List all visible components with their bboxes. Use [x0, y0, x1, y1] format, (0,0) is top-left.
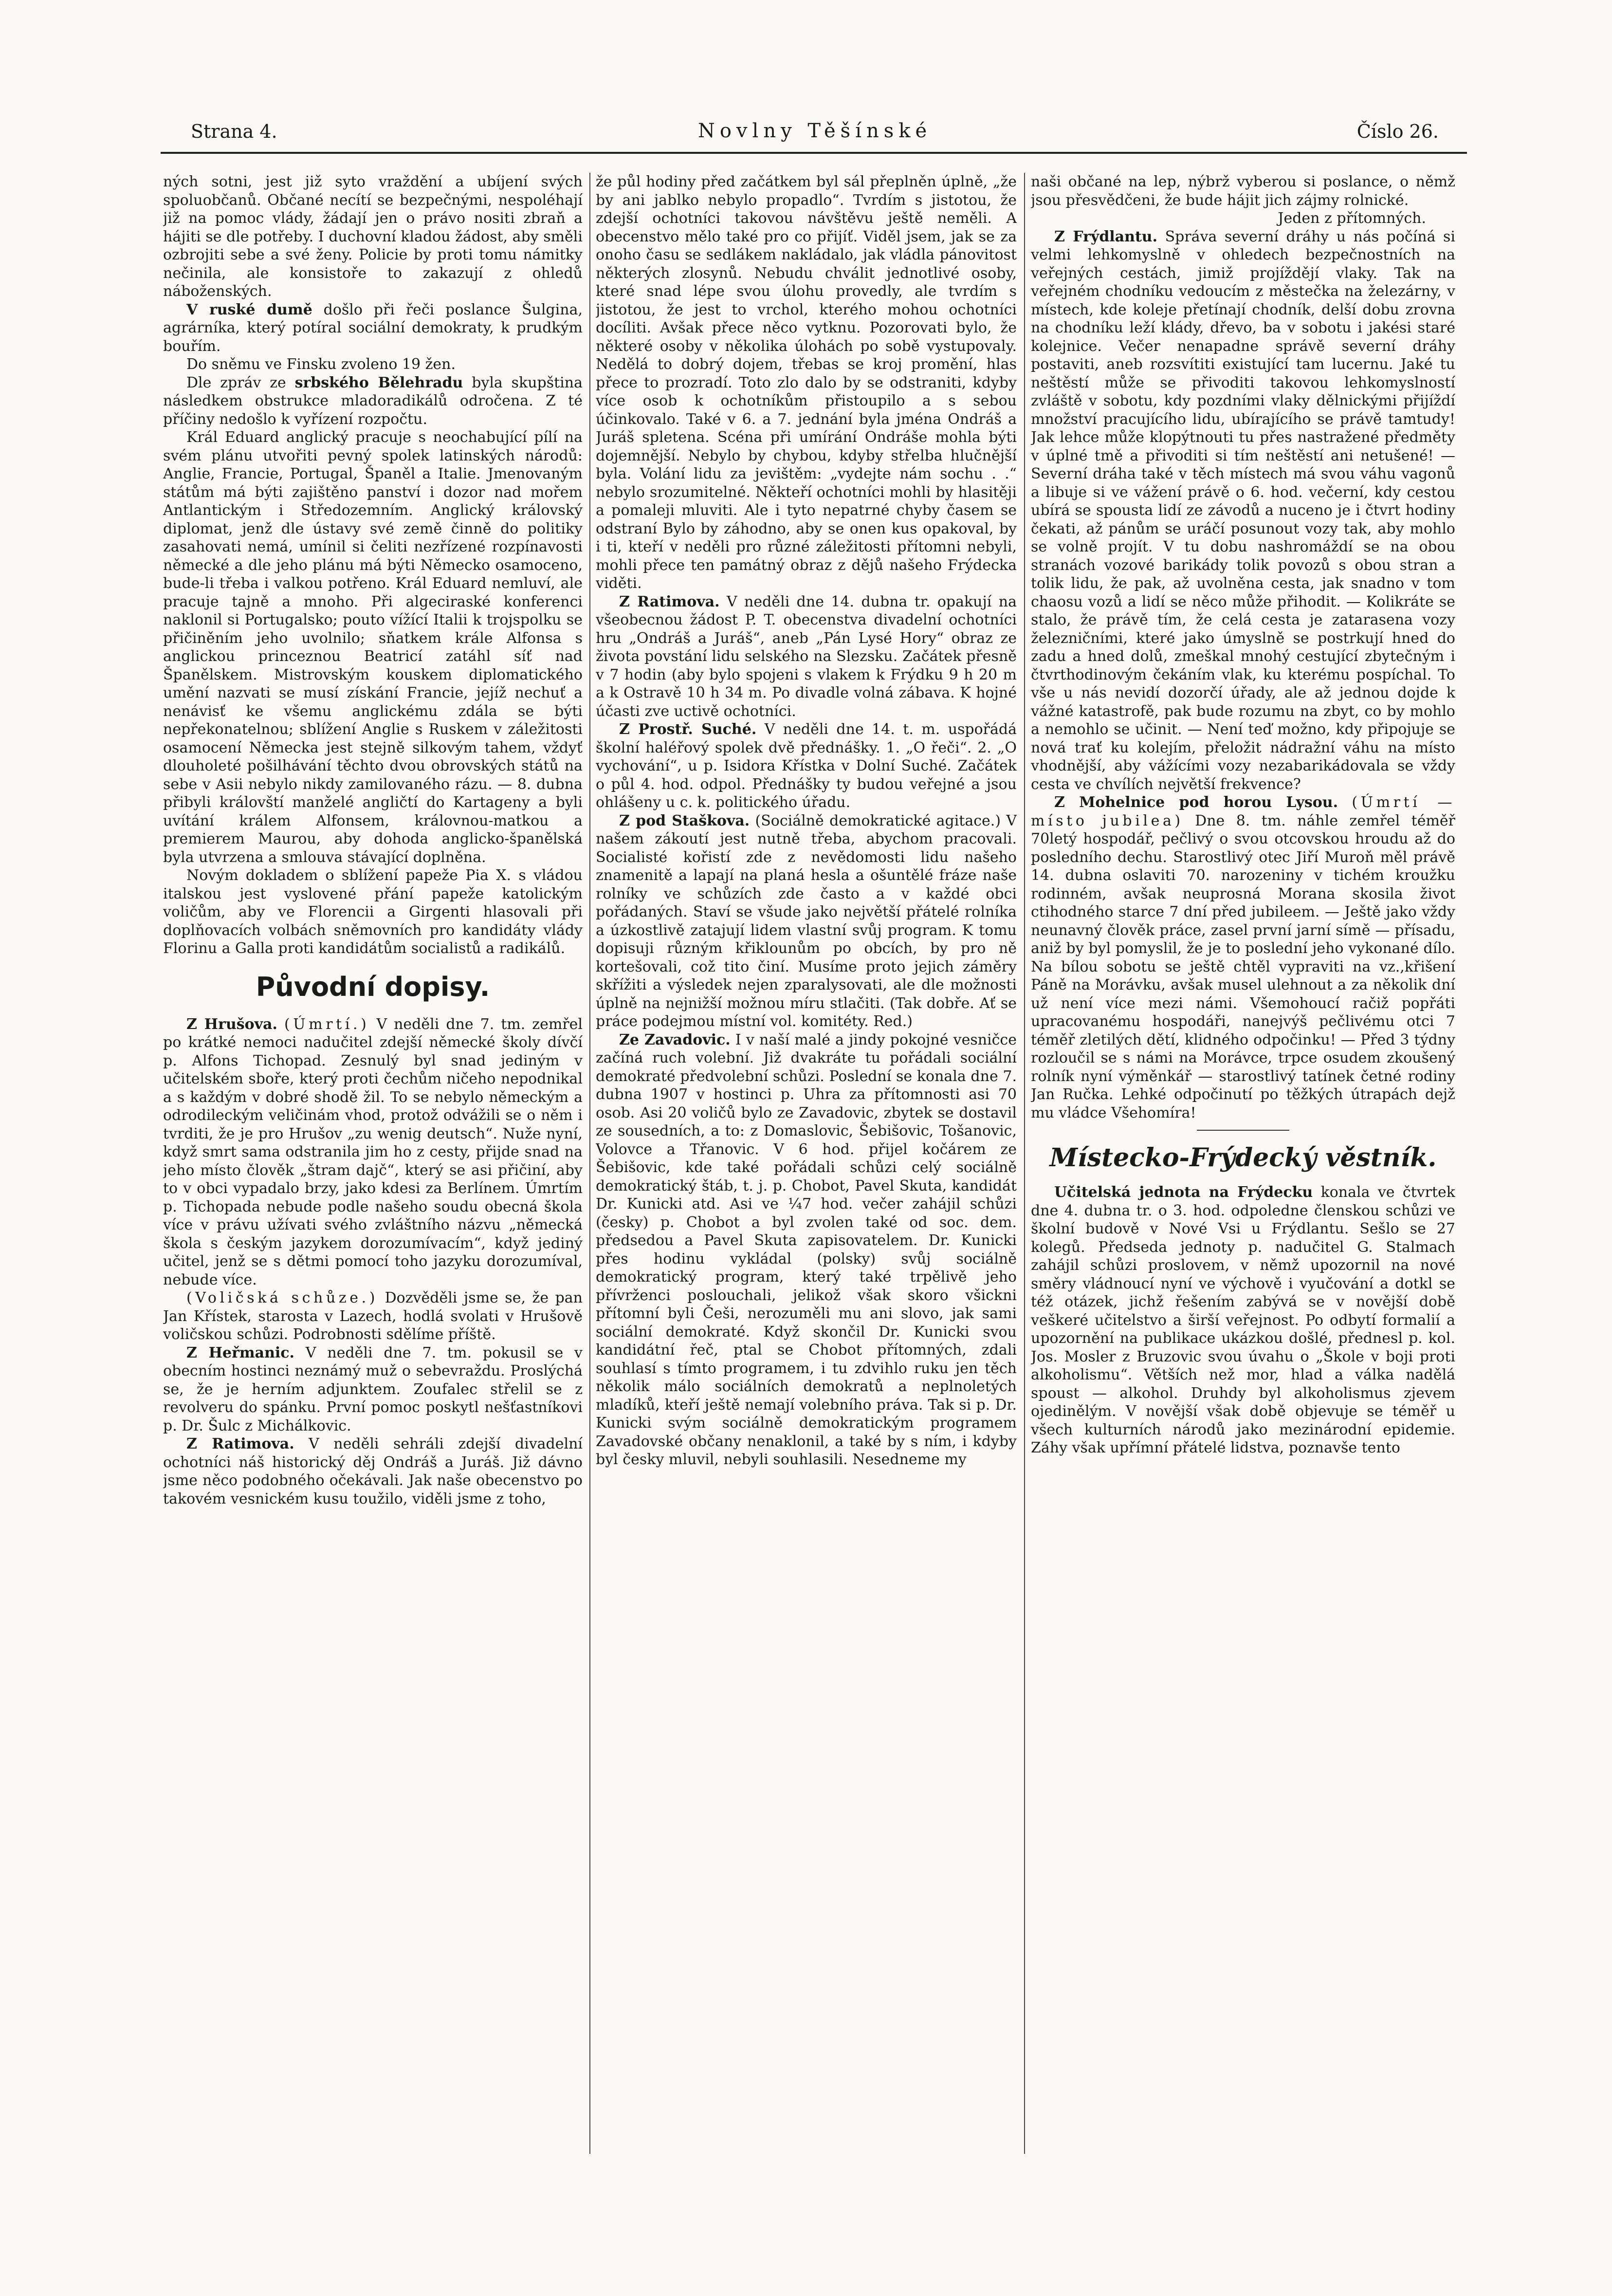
paragraph	[163, 1435, 583, 1508]
column-1	[163, 173, 583, 2151]
paragraph: Novým dokladem o sblížení papeže Pia X. s vládou italskou jest vyslovené přání papeže katolickým voličům, aby ve Florencii a Girgenti hlasovali při doplňovacích volbách sněmovních pro kandidáty vlády Florinu a Galla proti kandidátům socialistů a radikálů.	[163, 867, 583, 957]
separator-rule	[1197, 1130, 1289, 1131]
paragraph-lead: Z Mohelnice pod horou Lysou.	[1054, 794, 1338, 811]
paragraph-lead: Z Ratimova.	[619, 593, 720, 610]
column-3	[1031, 173, 1455, 2151]
paragraph-text: konala ve čtvrtek dne 4. dubna tr. o 3. hod. odpoledne členskou schůzi ve školní budově v Nové Vsi u Frýdlantu. Sešlo se 27 kolegů. Předseda jednoty p. nadučitel G. Stalmach zahájil schůzi proslovem, v němž upozornil na nové směry vládnoucí nyní ve výchově i vyučování a dotkl se též otázek, jichž řešením zabývá se v novější době veškeré učitelstvo a širší veřejnost. Po odbytí formalií a upozornění na publikace ukázkou došlé, přednesl p. kol. Jos. Mosler z Bruzovic svou úvahu o „Škole v boji proti alkoholismu“. Větších než mor, hlad a válka nadělá spoust — alkohol. Druhdy byl alkoholismus zjevem ojedinělým. V novější však době objevuje se téměř u všech kulturních národů jako mezinárodní epidemie. Záhy však upřímní přátelé lidstva, poznavše tento	[1031, 1184, 1455, 1456]
paragraph-lead: V ruské dumě	[186, 301, 312, 318]
column-divider	[589, 173, 590, 2154]
paragraph	[163, 374, 583, 429]
newspaper-title: Novlny Těšínské	[697, 120, 932, 142]
issue-number: Číslo 26.	[1356, 121, 1439, 142]
paragraph-text: V neděli dne 14. t. m. uspořádá školní haléřový spolek dvě přednášky. 1. „O řeči“. 2. „O vychování“, u p. Isidora Křístka v Dolní Suché. Začátek o půl 4. hod. odpol. Přednášky ty budou veřejné a jsou ohlášeny u c. k. politického úřadu.	[596, 721, 1017, 811]
paragraph: ných sotni, jest již syto vraždění a ubíjení svých spoluobčanů. Občané necítí se bezpečnými, nespoléhají již na pomoc vlády, žádají jen o právo nositi zbraň a hájiti se dle potřeby. I duchovní kladou žádost, aby směli ozbrojiti sebe a své ženy. Policie by proti tomu námitky nečinila, ale konsistoře to zakazují z ohledů náboženských.	[163, 173, 583, 300]
paragraph-text: Dozvěděli jsme se, že pan Jan Křístek, starosta v Lazech, hodlá svolati v Hrušově voličskou schůzi. Podrobnosti sdělíme příště.	[163, 1289, 583, 1343]
paragraph-text: Dle zpráv ze	[186, 374, 286, 391]
paragraph-text: Dne 8. tm. náhle zemřel téměř 70letý hospodář, pečlivý o svou otcovskou hroudu až do posledního dechu. Starostlivý otec Jiří Muroň měl právě 14. dubna oslaviti 70. narozeniny v tichém kroužku rodinném, avšak neuprosná Morana skosila život ctihodného starce 7 dní před jubileem. — Ještě jako vždy neunavný člověk práce, zasel první jarní símě — přísadu, aniž by byl pomyslil, že je to poslední jeho vykonané dílo. Na bílou sobotu se ještě chtěl vypraviti na vz.,křišení Páně na Morávku, avšak musel ulehnout a za několik dní už není více mezi námi. Všemohoucí račiž popřáti upracovanému hospodáři, nanejvýš pečlivému otci 7 téměř zletilých dětí, klidného odpočinku! — Před 3 týdny rozloučil se s námi na Morávce, trpce osudem zkoušený rolník nyní výměnkář — starostlivý tatínek četné rodiny Jan Ručka. Lehké odpočinutí po těžkých útrapách dejž mu vládce Všehomíra!	[1031, 812, 1455, 1121]
paragraph: Do sněmu ve Finsku zvoleno 19 žen.	[186, 356, 456, 373]
column-2	[596, 173, 1017, 2151]
paragraph	[596, 720, 1017, 812]
paragraph-lead: Ze Zavadovic.	[619, 1031, 731, 1048]
paragraph-lead: Z Frýdlantu.	[1054, 228, 1158, 245]
paragraph-lead: srbského Bělehradu	[294, 374, 463, 391]
paragraph	[1031, 228, 1455, 794]
paragraph-lead: Z Ratimova.	[186, 1435, 294, 1452]
paragraph-lead: Z Prostř. Suché.	[619, 721, 757, 738]
paragraph: Král Eduard anglický pracuje s neochabující pílí na svém plánu utvořiti pevný spolek latinských národů: Anglie, Francie, Portugal, Španěl a Italie. Jmenovaným státům má býti zajištěno panství i dozor nad mořem Antlantickým i Středozemním. Anglický královský diplomat, jenž dle ústavy své země činně do politiky zasahovati nemá, umínil si čeliti nezřízené rozpínavosti německé a dle jeho plánu má býti Německo osamoceno, bude-li třeba i valkou potřeno. Král Eduard nemluví, ale pracuje tajně a mnoho. Při algeciraské konferenci naklonil si Portugalsko; pouto vížící Italii k trojspolku se přičiněním jeho uvolnilo; sňatkem krále Alfonsa s anglickou princeznou Beatricí zatáhl síť nad Španělskem. Mistrovským kouskem diplomatického umění nazvati se musí získání Francie, jejíž nechuť a nenávisť ke všemu anglickému zdála se býti nepřekonatelnou; sblížení Anglie s Ruskem v záležitosti osamocení Německa jest stejně silkovým tahem, vždyť dlouholeté pošilhávání těchto dvou obrovských států na sebe v Asii nebylo nikdy zamilovaného rázu. — 8. dubna přibyli královští manželé angličtí do Kartageny a byli uvítání králem Alfonsem, královnou-matkou a premierem Maurou, aby dohoda anglicko-španělská byla utvrzena a smlouva stávající doplněna.	[163, 429, 583, 866]
paragraph	[596, 1031, 1017, 1469]
paragraph	[1031, 1183, 1455, 1457]
paragraph-text: Správa severní dráhy u nás počíná si velmi lehkomyslně v ohledech bezpečnostních na veřejných cestách, jimiž projíždějí vlaky. Tak na veřejném chodníku vedoucím z městečka na železárny, v místech, kde koleje přetínají chodník, delší dobu zrovna na chodníku leží klády, dřevo, ba v sobotu i jakési staré kolejnice. Večer nenapadne správě severní dráhy postaviti, aneb rozsvítiti existující tam lucernu. Jaké tu neštěstí může se přivoditi takovou lehkomyslností zvláště v sobotu, kdy pozdními vlaky dělnickými přijíždí množství pracujícího lidu, ubírajícího se právě tamtudy! Jak lehce může klopýtnouti tu přes nastražené předměty v úplné tmě a přivoditi si tím neštěstí ani netušené! — Severní dráha také v těch místech má svou váhu vagonů a libuje si ve vážení právě o 6. hod. večerní, kdy cestou ubírá se spousta lidí ze závodů a nuceno je i čtvrt hodiny čekati, až pánům se uráčí posunout vozy tak, aby mohlo se volně projít. V tu dobu nashromáždí se na obou stranách vozové barikády tolik povozů s obou stran a tolik lidu, že pak, až uvolněna cesta, jak snadno v tom chaosu vozů a lidí se něco může přihodit. — Kolikráte se stalo, že právě tím, že celá cesta je zatarasena vozy železničními, které jako úmyslně se postrkují hned do zadu a hned dolů, zmeškal mnohý cestující zbytečným i čtvrthodinovým čekáním vlak, ku kterému pospíchal. To vše u nás nevidí dozorčí úřady, ale až jednou dojde k vážné katastrofě, pak bude rozumu na zbyt, co by mohlo a nemohlo se učinit. — Není teď možno, kdy připojuje se nová trať ku kolejím, přeložit nádražní váhu na místo vhodnější, aby vážícími vozy nezabarikádovala se vždy cesta ve chvílích největší frekvence?	[1031, 228, 1455, 793]
paragraph	[163, 1289, 583, 1344]
paragraph	[163, 301, 583, 356]
paragraph	[1031, 793, 1455, 1122]
signature: Jeden z přítomných.	[1278, 210, 1426, 227]
section-title: Místecko-Frýdecký věstník.	[1049, 1143, 1437, 1173]
paragraph: že půl hodiny před začátkem byl sál přeplněn úplně, „že by ani jablko nebylo propadlo“. Tvrdím s jistotou, že zdejší ochotníci takovou návštěvu ještě neměli. A obecenstvo mělo také pro co přijíť. Viděl jsem, jak se za onoho času se sedlákem nakládalo, jak vládla pánovitost některých zlosynů. Nebudu chválit jednotlivé osoby, které snad lépe svou úlohu provedly, ale tvrdím s jistotou, že jest to vrchol, kterého mohou ochotníci docíliti. Avšak přece něco vytknu. Pozorovati bylo, že některé osoby v několika úlohách po sobě vystupovaly. Nedělá to dobrý dojem, třebas se kroj promění, hlas přece to prozradí. Toto zlo dalo by se odstraniti, kdyby více osob k ochotníkům přistoupilo a s sebou účinkovalo. Také v 6. a 7. jednání byla jména Ondráš a Juráš spletena. Scéna při umírání Ondráše mohla býti dojemnější. Nebylo by chybou, kdyby střelba hlučnější byla. Volání lidu za jevištěm: „vydejte nám sochu . .“ nebylo srozumitelné. Někteří ochotníci mohli by hlasitěji a pomaleji mluviti. Ale i tyto nepatrné chyby časem se odstraní Bylo by záhodno, aby se onen kus opakoval, by i ti, kteří v neděli pro různé záležitosti přítomni nebyli, mohli přece ten památný obraz z dějů našeho Frýdecka viděti.	[596, 173, 1017, 592]
paragraph-text: I v naší malé a jindy pokojné vesničce začíná ruch volební. Již dvakráte tu pořádali sociální demokraté předvolební schůzi. Poslední se konala dne 7. dubna 1907 v hostinci p. Uhra za přítomnosti asi 70 osob. Asi 20 voličů bylo ze Zavadovic, zbytek se dostavil ze sousedních, a to: z Domaslovic, Šebišovic, Tošanovic, Volovce a Třanovic. V 6 hod. přijel kočárem ze Šebišovic, kde také pořádali schůzi celý sociálně demokratický štáb, t. j. p. Chobot, Pavel Skuta, kandidát Dr. Kunicki atd. Asi ve ¼7 hod. večer zahájil schůzi (česky) p. Chobot a byl zvolen také od soc. dem. předsedou a Pavel Skuta zapisovatelem. Dr. Kunicki přes hodinu vykládal (polsky) svůj sociálně demokratický program, který také trpělivě jeho přívrženci poslouchali, jelikož však skoro všickni přítomní byli Češi, nerozuměli mu ani slovo, jak sami sociální demokraté. Když skončil Dr. Kunicki svou kandidátní řeč, ptal se Chobot přítomných, zdali souhlasí s tímto programem, i tu zdvihlo ruku jen těch několik málo sociálních demokratů a neplnoletých mladíků, kteří ještě nemají volebního práva. Tak si p. Dr. Kunicki svým sociálně demokratickým programem Zavadovské občany nenaklonil, a také by s ním, i kdyby byl česky mluvil, nebyli souhlasili. Nesedneme my	[596, 1031, 1017, 1468]
header-rule	[161, 152, 1467, 154]
paragraph-lead: Z Hrušova.	[186, 1015, 277, 1033]
paragraph	[596, 593, 1017, 721]
column-divider	[1024, 173, 1025, 2154]
paragraph-tag: (Voličská schůze.)	[186, 1289, 379, 1306]
page-header	[191, 116, 1439, 150]
paragraph	[596, 812, 1017, 1031]
paragraph-tag: (Úmrtí — místo jubilea)	[1031, 794, 1455, 829]
paragraph-text: V neděli dne 7. tm. zemřel po krátké nemoci nadučitel zdejší německé školy dívčí p. Alfons Tichopad. Zesnulý byl snad jediným v učitelském sboře, který proti čechům ničeho nepodnikal a s každým v dobré shodě žil. To se nebylo německým a odrodileckým veličinám vhod, protož odvážili se o něm i tvrditi, že je pro Hrušov „zu wenig deutsch“. Nuže nyní, když smrt sama odstranila jim ho z cesty, přijde snad na jeho místo člověk „štram dajč“, který se asi přičiní, aby to v obci vypadalo brzy, jako kdesi za Berlínem. Úmrtím p. Tichopada nebude podle našeho soudu obecná škola více v právu užívati svého zvláštního názvu „německá škola s českým jazykem dorozumívacím“, když jediný učitel, jenž se s dětmi pomocí toho jazyku dorozumíval, nebude více.	[163, 1015, 583, 1288]
paragraph-text: V neděli dne 14. dubna tr. opakují na všeobecnou žádost P. T. obecenstva divadelní ochotníci hru „Ondráš a Juráš“, aneb „Pán Lysé Hory“ obraz ze života povstání lidu selského na Slezsku. Začátek přesně v 7 hodin (aby bylo spojeni s vlakem k Frýdku 9 h 20 m a k Ostravě 10 h 34 m. Po divadle volná zábava. K hojné účasti zve uctivě ochotníci.	[596, 593, 1017, 720]
section-title: Původní dopisy.	[256, 971, 490, 1002]
paragraph-lead: Učitelská jednota na Frýdecku	[1054, 1184, 1313, 1201]
paragraph-text: došlo při řeči poslance Šulgina, agrárníka, který potíral sociální demokraty, k prudkým bouřím.	[163, 301, 583, 355]
paragraph-lead: Z pod Staškova.	[619, 812, 750, 829]
page-number: Strana 4.	[191, 121, 277, 142]
paragraph	[163, 1015, 583, 1289]
paragraph-text: (Sociálně demokratické agitace.) V našem zákoutí jest nutně třeba, abychom pracovali. Socialisté kořistí zde z nevědomosti lidu našeho znamenitě a lapají na planá hesla a ošuntělé fráze naše rolníky ve schůzích zde často a v každé obci pořádaných. Staví se všude jako největší přátelé rolníka a úzkostlivě zatajují lidem vlastní svůj program. K tomu dopisuji různým křiklounům po obcích, by pro ně kortešovali, což tito činí. Musíme proto jejich záměry skřížiti a výsledek nejen zparalysovati, ale dle možnosti úplně na nejnižší možnou míru stlačiti. (Tak dobře. Ať se práce podejmou místní vol. komitéty. Red.)	[596, 812, 1017, 1030]
paragraph-lead: Z Heřmanic.	[186, 1344, 294, 1361]
paragraph-text: byla skupština následkem obstrukce mladoradikálů odročena. Z té příčiny nedošlo k vyřízení rozpočtu.	[163, 374, 583, 428]
paragraph	[163, 1344, 583, 1435]
paragraph-tag: (Úmrtí.)	[284, 1015, 370, 1033]
paragraph-text: V neděli dne 7. tm. pokusil se v obecním hostinci neznámý muž o sebevraždu. Proslýchá se, že je herním adjunktem. Zoufalec střelil se z revolveru do spánku. První pomoc poskytl nešťastníkovi p. Dr. Šulc z Michálkovic.	[163, 1344, 583, 1434]
paragraph: naši občané na lep, nýbrž vyberou si poslance, o němž jsou přesvědčeni, že bude hájit jich zájmy rolnické.	[1031, 173, 1455, 209]
paragraph-text: V neděli sehráli zdejší divadelní ochotníci náš historický děj Ondráš a Juráš. Již dávno jsme něco podobného očekávali. Jak naše obecenstvo po takovém vesnickém kusu toužilo, viděli jsme z toho,	[163, 1435, 583, 1507]
